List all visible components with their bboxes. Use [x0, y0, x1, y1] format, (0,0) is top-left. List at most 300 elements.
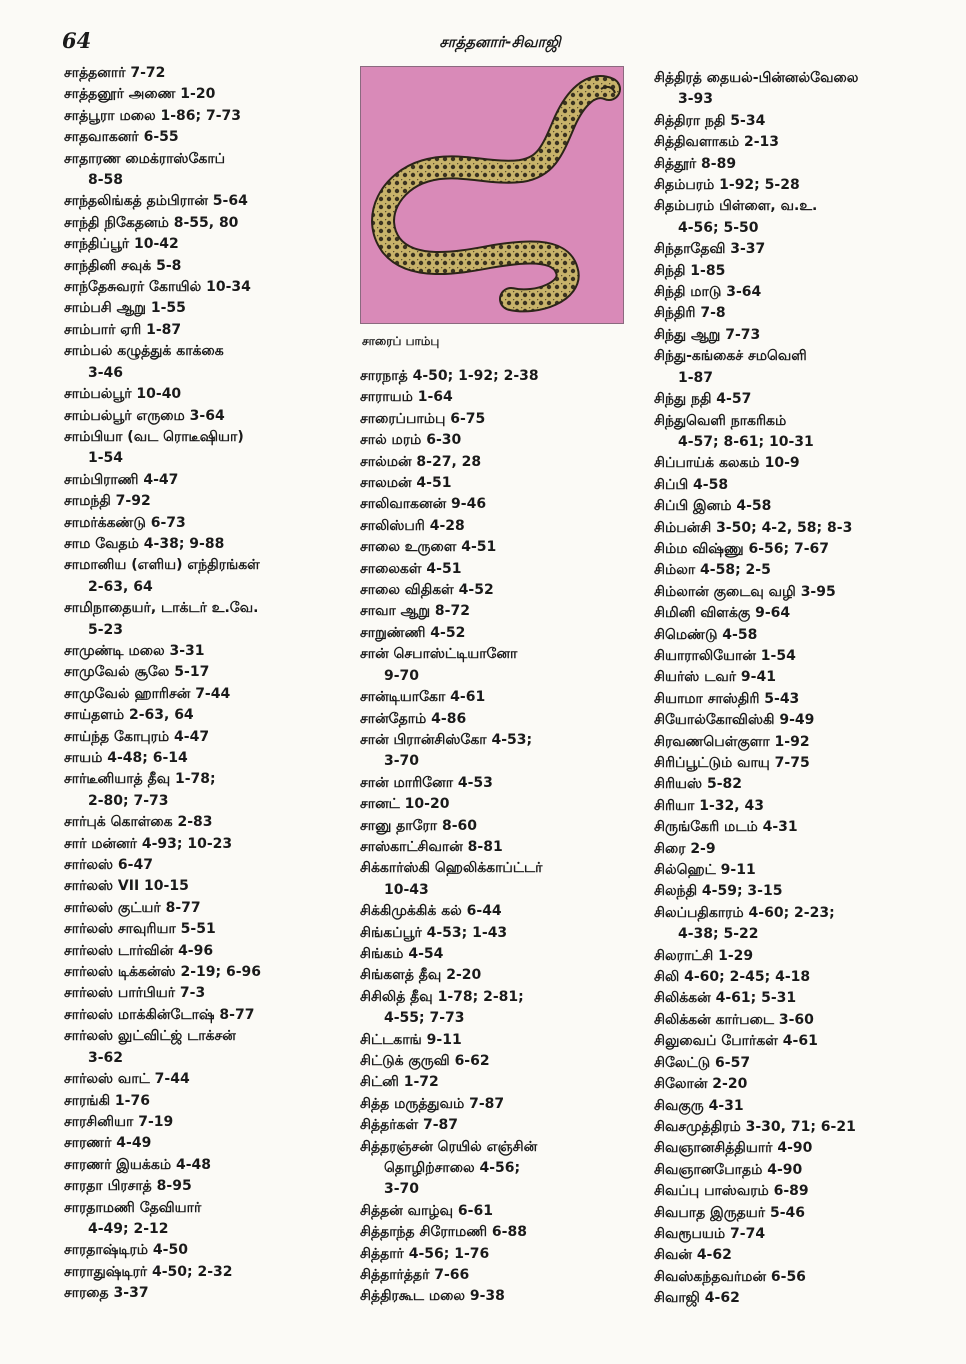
index-entry: [64, 1112, 354, 1133]
entry-heading: சாந்தலிங்கத் தம்பிரான் 5-64: [64, 193, 248, 210]
entry-heading: சால் மரம் 6-30: [360, 432, 462, 449]
entry-heading: சிவன் 4-62: [654, 1247, 732, 1264]
entry-continuation: 4-55; 7-73: [384, 1010, 465, 1027]
entry-heading: சிவஞானபோதம் 4-90: [654, 1161, 803, 1178]
entry-heading: சாம்பிராணி 4-47: [64, 471, 179, 488]
index-entry: [654, 689, 954, 710]
index-entry: [360, 1030, 646, 1051]
index-entry: [654, 903, 954, 946]
entry-heading: சார்லஸ் டிக்கன்ஸ் 2-19; 6-96: [64, 964, 261, 981]
index-entry: [654, 1181, 954, 1202]
entry-heading: சால்மன் 8-27, 28: [360, 453, 482, 470]
index-entry: [64, 1176, 354, 1197]
index-entry: [360, 1051, 646, 1072]
index-entry: [64, 341, 354, 384]
entry-continuation: 9-70: [384, 667, 420, 684]
index-entry: [360, 1115, 646, 1136]
entry-heading: சாரணர் 4-49: [64, 1135, 152, 1152]
index-entry: [654, 111, 954, 132]
entry-heading: சிப்பாய்க் கலகம் 10-9: [654, 455, 800, 472]
entry-heading: சிந்துவெளி நாகரிகம்: [654, 412, 787, 429]
entry-heading: சிசிலித் தீவு 1-78; 2-81;: [360, 988, 524, 1005]
index-entry: [360, 1137, 646, 1201]
entry-heading: சாந்தி நிகேதனம் 8-55, 80: [64, 214, 239, 231]
index-entry: [654, 1031, 954, 1052]
snake-illustration: [360, 66, 624, 324]
index-entry: [64, 941, 354, 962]
entry-heading: சில்ஹெட் 9-11: [654, 862, 756, 879]
index-entry: [654, 732, 954, 753]
index-entry: [654, 560, 954, 581]
entry-heading: சிவபாத இருதயர் 5-46: [654, 1204, 806, 1221]
index-entry: [654, 946, 954, 967]
figure-caption: சாரைப் பாம்பு: [362, 334, 440, 348]
entry-heading: சித்த மருத்துவம் 7-87: [360, 1095, 505, 1112]
entry-heading: சாந்தேசுவரர் கோயில் 10-34: [64, 279, 251, 296]
index-column-3: [654, 68, 954, 1310]
entry-heading: சிந்தாதேவி 3-37: [654, 241, 766, 258]
index-entry: [64, 1069, 354, 1090]
entry-heading: சாம்பல் கழுத்துக் காக்கை: [64, 343, 224, 360]
index-entry: [654, 325, 954, 346]
entry-heading: சித்திரத் தையல்-பின்னல்வேலை: [654, 70, 859, 86]
entry-heading: சிட்டுக் குருவி 6-62: [360, 1053, 490, 1069]
entry-heading: சாய்தளம் 2-63, 64: [64, 707, 194, 724]
entry-heading: சாலை விதிகள் 4-52: [360, 582, 494, 599]
entry-heading: சானு தாரோ 8-60: [360, 817, 478, 834]
index-entry: [360, 1201, 646, 1222]
entry-heading: சாரதாஷ்டிரம் 4-50: [64, 1242, 188, 1259]
entry-heading: சார்லஸ் டார்வின் 4-96: [64, 942, 214, 959]
index-entry: [360, 623, 646, 644]
entry-heading: சித்தார் 4-56; 1-76: [360, 1245, 490, 1262]
entry-heading: சார்புக் கொள்கை 2-83: [64, 814, 213, 831]
entry-heading: சிம்பன்சி 3-50; 4-2, 58; 8-3: [654, 519, 853, 536]
index-entry: [64, 63, 354, 84]
entry-continuation: 3-93: [678, 91, 714, 108]
index-entry: [64, 1198, 354, 1241]
entry-heading: சிங்கம் 4-54: [360, 945, 444, 962]
snake-icon: [361, 67, 623, 323]
entry-heading: சாம்பார் ஏரி 1-87: [64, 321, 182, 338]
entry-heading: சிங்களத் தீவு 2-20: [360, 967, 482, 984]
index-entry: [654, 1053, 954, 1074]
entry-heading: சிலந்தி 4-59; 3-15: [654, 883, 783, 900]
index-entry: [360, 1222, 646, 1243]
entry-heading: சான்தோம் 4-86: [360, 710, 467, 727]
entry-heading: சார்லஸ் வாட் 7-44: [64, 1071, 190, 1088]
index-entry: [360, 601, 646, 622]
entry-heading: சிரை 2-9: [654, 840, 716, 857]
entry-heading: சிதம்பரம் 1-92; 5-28: [654, 177, 800, 194]
index-entry: [654, 282, 954, 303]
entry-heading: சாரதா பிரசாத் 8-95: [64, 1178, 192, 1195]
entry-heading: சியாமா சாஸ்திரி 5-43: [654, 690, 800, 707]
entry-heading: சிலப்பதிகாரம் 4-60; 2-23;: [654, 904, 835, 921]
entry-continuation: 3-46: [88, 364, 124, 381]
index-entry: [360, 816, 646, 837]
index-entry: [360, 965, 646, 986]
index-entry: [654, 1224, 954, 1245]
index-entry: [654, 603, 954, 624]
index-entry: [654, 346, 954, 389]
index-entry: [360, 987, 646, 1030]
entry-heading: சாம்பியா (வட ரொடீஷியா): [64, 428, 244, 445]
index-entry: [64, 149, 354, 192]
entry-continuation: 1-54: [88, 450, 124, 467]
entry-heading: சாரசினியா 7-19: [64, 1113, 174, 1130]
entry-continuation: 4-49; 2-12: [88, 1220, 169, 1237]
entry-heading: சார்லஸ் பார்பியர் 7-3: [64, 985, 206, 1002]
index-entry: [654, 667, 954, 688]
entry-heading: சித்தாந்த சிரோமணி 6-88: [360, 1224, 527, 1241]
index-entry: [64, 320, 354, 341]
entry-heading: சியோல்கோவிஸ்கி 9-49: [654, 712, 815, 729]
entry-heading: சார்லஸ் குட்யர் 8-77: [64, 899, 201, 916]
entry-heading: சார்லஸ் மாக்கின்டோஷ் 8-77: [64, 1006, 255, 1023]
index-entry: [654, 154, 954, 175]
entry-heading: சாதாரண மைக்ராஸ்கோப்: [64, 150, 226, 167]
entry-heading: சிரியா 1-32, 43: [654, 797, 764, 814]
entry-heading: சாரதை 3-37: [64, 1285, 149, 1302]
entry-heading: சாந்தினி சவுக் 5-8: [64, 257, 182, 274]
index-entry: [654, 1160, 954, 1181]
entry-heading: சாலமன் 4-51: [360, 475, 452, 492]
index-entry: [654, 796, 954, 817]
index-entry: [64, 234, 354, 255]
entry-heading: சிந்து ஆறு 7-73: [654, 326, 761, 343]
entry-heading: சாம வேதம் 4-38; 9-88: [64, 535, 225, 552]
index-column-1: [64, 63, 354, 1305]
index-entry: [64, 705, 354, 726]
entry-continuation: 3-70: [384, 753, 420, 770]
index-entry: [360, 580, 646, 601]
index-entry: [64, 534, 354, 555]
entry-heading: சிலராட்சி 1-29: [654, 947, 754, 964]
index-entry: [360, 858, 646, 901]
entry-heading: சிவரூபயம் 7-74: [654, 1225, 766, 1242]
index-entry: [64, 1262, 354, 1283]
entry-heading: சிம்லான் குடைவு வழி 3-95: [654, 583, 836, 600]
entry-continuation: 3-62: [88, 1049, 124, 1066]
index-entry: [360, 366, 646, 387]
entry-continuation: தொழிற்சாலை 4-56;: [384, 1160, 521, 1177]
entry-heading: சித்தார்த்தர் 7-66: [360, 1267, 470, 1284]
index-entry: [654, 1203, 954, 1224]
index-entry: [360, 537, 646, 558]
index-entry: [360, 1286, 646, 1307]
index-entry: [64, 919, 354, 940]
index-entry: [64, 427, 354, 470]
entry-heading: சிம்ம விஷ்ணு 6-56; 7-67: [654, 540, 830, 557]
index-entry: [654, 625, 954, 646]
index-entry: [654, 753, 954, 774]
index-entry: [654, 68, 954, 111]
entry-heading: சார்லஸ் 6-47: [64, 857, 153, 874]
entry-heading: சாயம் 4-48; 6-14: [64, 750, 188, 766]
entry-heading: சாத்பூரா மலை 1-86; 7-73: [64, 107, 241, 124]
entry-continuation: 4-57; 8-61; 10-31: [678, 433, 814, 450]
entry-heading: சிருங்கேரி மடம் 4-31: [654, 819, 798, 836]
entry-continuation: 4-38; 5-22: [678, 926, 759, 943]
index-entry: [654, 1267, 954, 1288]
index-entry: [654, 710, 954, 731]
index-entry: [64, 812, 354, 833]
entry-heading: சான்டியாகோ 4-61: [360, 689, 486, 706]
entry-heading: சிமெண்டு 4-58: [654, 626, 758, 643]
index-entry: [64, 641, 354, 662]
index-entry: [654, 582, 954, 603]
index-entry: [360, 430, 646, 451]
entry-heading: சான் மாரினோ 4-53: [360, 774, 493, 791]
entry-heading: சிம்லா 4-58; 2-5: [654, 562, 771, 579]
index-entry: [654, 1096, 954, 1117]
entry-heading: சிந்து-கங்கைச் சமவெளி: [654, 348, 807, 365]
index-entry: [654, 261, 954, 282]
entry-continuation: 2-80; 7-73: [88, 792, 169, 809]
index-entry: [654, 411, 954, 454]
index-entry: [64, 876, 354, 897]
entry-heading: சாம்பல்பூர் எருமை 3-64: [64, 407, 225, 424]
index-entry: [64, 470, 354, 491]
index-entry: [64, 191, 354, 212]
entry-heading: சாராயம் 1-64: [360, 389, 453, 406]
entry-heading: சிக்கார்ஸ்கி ஹெலிக்காப்ட்டர்: [360, 860, 543, 877]
index-entry: [64, 213, 354, 234]
entry-heading: சார்லஸ் லுட்விட்ஜ் டாக்சன்: [64, 1028, 236, 1045]
entry-heading: சாம்பசி ஆறு 1-55: [64, 300, 186, 317]
entry-heading: சாலிஸ்பரி 4-28: [360, 517, 465, 534]
index-entry: [64, 769, 354, 812]
index-entry: [64, 1240, 354, 1261]
entry-heading: சாராதுஷ்டிரர் 4-50; 2-32: [64, 1263, 233, 1280]
entry-heading: சானட் 10-20: [360, 796, 450, 813]
entry-heading: சாதவாகனர் 6-55: [64, 129, 179, 146]
index-entry: [64, 1005, 354, 1026]
entry-heading: சியர்ஸ் டவர் 9-41: [654, 669, 776, 686]
index-entry: [360, 644, 646, 687]
entry-heading: சித்திவளாகம் 2-13: [654, 134, 780, 151]
index-entry: [654, 1074, 954, 1095]
entry-heading: சிவஸ்கந்தவர்மன் 6-56: [654, 1268, 806, 1285]
entry-heading: சாமுவேல் சூலே 5-17: [64, 664, 210, 681]
entry-heading: சாலை உருளை 4-51: [360, 539, 497, 556]
entry-heading: சார்டீனியாத் தீவு 1-78;: [64, 771, 216, 788]
index-entry: [360, 794, 646, 815]
entry-heading: சிந்தி 1-85: [654, 262, 726, 279]
index-entry: [360, 1265, 646, 1286]
entry-heading: சிவப்பு பாஸ்வரம் 6-89: [654, 1183, 809, 1200]
entry-heading: சிட்டகாங் 9-11: [360, 1031, 462, 1048]
index-entry: [64, 898, 354, 919]
index-entry: [360, 944, 646, 965]
entry-heading: சிப்பி 4-58: [654, 476, 729, 493]
index-entry: [654, 303, 954, 324]
entry-heading: சிவசமுத்திரம் 3-30, 71; 6-21: [654, 1118, 856, 1135]
index-entry: [654, 453, 954, 474]
index-entry: [360, 494, 646, 515]
index-entry: [360, 901, 646, 922]
entry-heading: சித்தரஞ்சன் ரெயில் எஞ்சின்: [360, 1138, 538, 1155]
index-entry: [654, 196, 954, 239]
index-entry: [360, 1094, 646, 1115]
index-entry: [654, 817, 954, 838]
index-entry: [64, 1155, 354, 1176]
entry-heading: சாத்தனூர் அணை 1-20: [64, 86, 216, 103]
entry-heading: சித்தன் வாழ்வு 6-61: [360, 1202, 493, 1219]
entry-continuation: 8-58: [88, 172, 124, 189]
index-entry: [360, 687, 646, 708]
entry-heading: சிந்து நதி 4-57: [654, 391, 752, 408]
entry-heading: சிப்பி இனம் 4-58: [654, 498, 772, 515]
index-entry: [654, 518, 954, 539]
entry-heading: சிவாஜி 4-62: [654, 1290, 740, 1307]
index-entry: [654, 389, 954, 410]
entry-heading: சிலோன் 2-20: [654, 1076, 748, 1093]
entry-heading: சாரணர் இயக்கம் 4-48: [64, 1156, 212, 1173]
index-entry: [360, 730, 646, 773]
index-entry: [360, 837, 646, 858]
entry-heading: சித்திரா நதி 5-34: [654, 112, 766, 129]
entry-heading: சிங்கப்பூர் 4-53; 1-43: [360, 924, 508, 941]
index-entry: [64, 491, 354, 512]
page-number: 64: [62, 28, 92, 53]
index-entry: [654, 860, 954, 881]
entry-heading: சாவா ஆறு 8-72: [360, 603, 470, 620]
index-entry: [654, 988, 954, 1009]
entry-continuation: 10-43: [384, 881, 429, 898]
index-entry: [654, 1245, 954, 1266]
entry-heading: சிந்தி மாடு 3-64: [654, 284, 762, 301]
index-entry: [64, 384, 354, 405]
entry-heading: சாமானிய (எளிய) எந்திரங்கள்: [64, 557, 260, 574]
entry-heading: சிந்திரி 7-8: [654, 305, 726, 322]
index-entry: [64, 127, 354, 148]
entry-heading: சியாராலியோன் 1-54: [654, 647, 796, 664]
index-entry: [360, 516, 646, 537]
entry-heading: சாரநாத் 4-50; 1-92; 2-38: [360, 368, 539, 384]
entry-heading: சான் பிரான்சிஸ்கோ 4-53;: [360, 731, 533, 748]
index-entry: [64, 1026, 354, 1069]
entry-heading: சாமுவேல் ஹாரிசன் 7-44: [64, 685, 231, 702]
index-entry: [64, 662, 354, 683]
index-entry: [64, 684, 354, 705]
index-entry: [64, 513, 354, 534]
entry-heading: சாரங்கி 1-76: [64, 1092, 150, 1109]
entry-heading: சிதம்பரம் பிள்ளை, வ.உ.: [654, 198, 818, 215]
entry-heading: சிட்னி 1-72: [360, 1074, 439, 1091]
entry-heading: சிமினி விளக்கு 9-64: [654, 605, 791, 622]
entry-heading: சிலி 4-60; 2-45; 4-18: [654, 969, 811, 986]
index-entry: [654, 475, 954, 496]
entry-heading: சாறுண்ணி 4-52: [360, 624, 466, 641]
entry-heading: சித்திரகூட மலை 9-38: [360, 1288, 505, 1305]
entry-heading: சிரவணபெள்குளா 1-92: [654, 733, 810, 750]
index-entry: [64, 598, 354, 641]
index-entry: [64, 962, 354, 983]
index-entry: [360, 773, 646, 794]
entry-heading: சிலிக்கன் கார்படை 3-60: [654, 1011, 814, 1028]
index-entry: [64, 727, 354, 748]
entry-heading: சாரதாமணி தேவியார்: [64, 1199, 202, 1216]
index-entry: [64, 983, 354, 1004]
index-entry: [64, 84, 354, 105]
entry-heading: சிரிப்பூட்டும் வாயு 7-75: [654, 755, 810, 771]
index-entry: [654, 496, 954, 517]
index-entry: [360, 473, 646, 494]
index-entry: [654, 175, 954, 196]
index-entry: [64, 298, 354, 319]
entry-heading: சிலுவைப் போர்கள் 4-61: [654, 1033, 818, 1050]
index-entry: [64, 1091, 354, 1112]
index-entry: [654, 132, 954, 153]
index-entry: [64, 855, 354, 876]
index-entry: [654, 646, 954, 667]
index-entry: [360, 452, 646, 473]
index-entry: [64, 406, 354, 427]
entry-heading: சித்தூர் 8-89: [654, 155, 737, 172]
entry-heading: சித்தர்கள் 7-87: [360, 1117, 459, 1134]
entry-heading: சிலேட்டு 6-57: [654, 1054, 751, 1071]
entry-continuation: 4-56; 5-50: [678, 219, 759, 236]
entry-heading: சாமுண்டி மலை 3-31: [64, 642, 205, 659]
index-entry: [64, 555, 354, 598]
index-entry: [654, 1138, 954, 1159]
index-entry: [360, 923, 646, 944]
entry-continuation: 3-70: [384, 1181, 420, 1198]
index-entry: [64, 277, 354, 298]
entry-continuation: 2-63, 64: [88, 578, 153, 595]
entry-heading: சாம்பல்பூர் 10-40: [64, 386, 182, 403]
entry-heading: சாஸ்காட்சிவான் 8-81: [360, 838, 503, 855]
index-entry: [360, 1072, 646, 1093]
entry-heading: சார்லஸ் VII 10-15: [64, 878, 189, 895]
index-entry: [654, 239, 954, 260]
entry-heading: சாய்ந்த கோபுரம் 4-47: [64, 728, 210, 745]
index-entry: [654, 1010, 954, 1031]
index-entry: [360, 559, 646, 580]
index-entry: [64, 834, 354, 855]
index-entry: [654, 881, 954, 902]
entry-heading: சாலைகள் 4-51: [360, 560, 462, 577]
index-entry: [360, 387, 646, 408]
index-entry: [64, 1133, 354, 1154]
entry-continuation: 1-87: [678, 369, 714, 386]
index-entry: [654, 967, 954, 988]
entry-heading: சிலிக்கன் 4-61; 5-31: [654, 990, 797, 1007]
index-entry: [64, 256, 354, 277]
entry-heading: சார் மன்னர் 4-93; 10-23: [64, 835, 233, 852]
entry-heading: சிவகுரு 4-31: [654, 1097, 744, 1114]
entry-heading: சாத்தனார் 7-72: [64, 65, 166, 81]
entry-heading: சிவஞானசித்தியார் 4-90: [654, 1140, 813, 1157]
entry-heading: சார்லஸ் சாவுரியா 5-51: [64, 921, 216, 938]
entry-heading: சாரைப்பாம்பு 6-75: [360, 410, 486, 427]
entry-heading: சாமிநாதையர், டாக்டர் உ.வே.: [64, 600, 259, 617]
index-column-2: [360, 366, 646, 1308]
running-head: சாத்தனார்-சிவாஜி: [439, 33, 561, 51]
entry-heading: சாந்திப்பூர் 10-42: [64, 236, 179, 253]
index-entry: [654, 1117, 954, 1138]
entry-continuation: 5-23: [88, 621, 124, 638]
index-entry: [360, 409, 646, 430]
index-entry: [360, 1244, 646, 1265]
index-entry: [64, 106, 354, 127]
index-entry: [654, 839, 954, 860]
entry-heading: சான் செபாஸ்ட்டியானோ: [360, 646, 518, 663]
entry-heading: சாலிவாகனன் 9-46: [360, 496, 487, 513]
index-entry: [64, 748, 354, 769]
